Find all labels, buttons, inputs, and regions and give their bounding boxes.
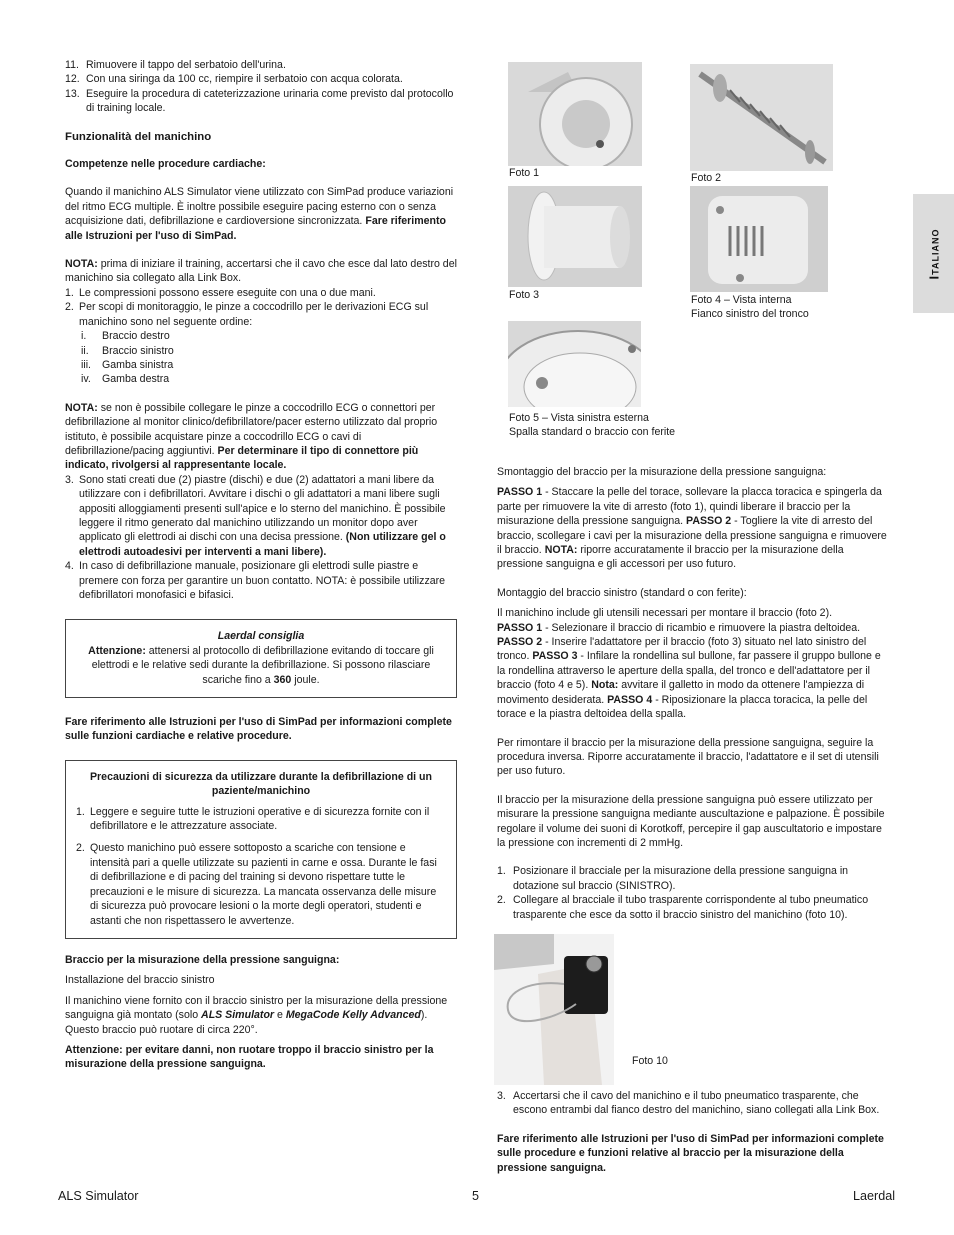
list-item: 2. Questo manichino può essere sottoposto a scariche con tensione e intensità pari a quelle utilizzate su pazienti in carne e ossa. Durante le fasi di defibrillazione e di pacing del training si devono rispettare tutte le precauzioni e le misure di sicurezza. La mancata osservanza delle misure di sicurezza può provocare lesioni o la morte degli operatori, studenti e astanti che non rispettassero le avvertenze. bbox=[76, 842, 437, 927]
footer-right: Laerdal bbox=[853, 1189, 896, 1203]
box-text: Attenzione: attenersi al protocollo di defibrillazione evitando di toccare gli elettrodi e le relative sedi durante la defibrillazione. Si possono rilasciare scariche fino a 360 joule. bbox=[88, 644, 434, 686]
photo-2-image bbox=[690, 64, 833, 171]
box-title: Precauzioni di sicurezza da utilizzare durante la defibrillazione di un paziente/manichino bbox=[89, 770, 433, 798]
montaggio-steps: PASSO 1 - Selezionare il braccio di ricambio e rimuovere la piastra deltoidea. PASSO 2 - Inserire l'adattatore per il braccio (foto 3) situato nel lato sinistro del tronco. PASSO 3 - Infilare la rondellina sul bullone, far passere il gruppo bullone e la rondellina attraverso le aperture della spalla, del tronco e dell'adattatore per il braccio (foto 4 e 5). Nota: avvitare il galletto in modo da ottenere l'ampiezza di movimento desiderata. PASSO 4 - Riposizionare la placca toracica, la pelle del torace e la piastra deltoidea della spalla. bbox=[497, 621, 881, 721]
cardiac-list bbox=[65, 286, 457, 329]
rimontaggio-text: Per rimontare il braccio per la misurazione della pressione sanguigna, seguire la procedura inversa. Riporre accuratamente il braccio, l'adattatore e il set di utensili per uso futuro. bbox=[497, 736, 879, 778]
list-item: 13. Eseguire la procedura di cateterizzazione urinaria come previsto dal protocollo di training locale. bbox=[65, 87, 454, 115]
photo-1 bbox=[508, 62, 642, 166]
photo-4 bbox=[690, 186, 828, 292]
list-item: iii. Gamba sinistra bbox=[81, 358, 174, 371]
list-item: ii. Braccio sinistro bbox=[81, 344, 174, 357]
photo-5-image bbox=[508, 321, 641, 407]
installazione-label: Installazione del braccio sinistro bbox=[65, 974, 215, 987]
left-column bbox=[65, 58, 457, 1072]
bracciale-steps bbox=[497, 864, 889, 922]
caption-foto-3: Foto 3 bbox=[509, 289, 540, 301]
montaggio-title: Montaggio del braccio sinistro (standard o con ferite): bbox=[497, 586, 747, 599]
ref-simpad-cardiac: Fare riferimento alle Istruzioni per l'uso di SimPad per informazioni complete sulle funzioni cardiache e relative procedure. bbox=[65, 716, 452, 743]
paragraph-simpad: Quando il manichino ALS Simulator viene utilizzato con SimPad produce variazioni del ritmo ECG multiple. È inoltre possibile eseguire pacing esterno con o senza acquisizione dati, defibrillazione e cardioversione sincronizzata. Fare riferimento alle Istruzioni per l'uso di SimPad. bbox=[65, 186, 454, 242]
photo-10-image bbox=[494, 934, 614, 1085]
list-item: 11. Rimuovere il tappo del serbatoio dell'urina. bbox=[65, 59, 286, 71]
photo-3 bbox=[508, 186, 642, 287]
photo-10 bbox=[494, 934, 614, 1085]
photo-2 bbox=[690, 64, 833, 171]
safety-list bbox=[76, 805, 446, 928]
list-item: 2. Collegare al bracciale il tubo trasparente corrispondente al tubo pneumatico trasparente che esce da sotto il braccio sinistro del manichino (foto 10). bbox=[497, 894, 869, 921]
linkbox-step bbox=[497, 1089, 889, 1118]
list-item: 3. Sono stati creati due (2) piastre (dischi) e due (2) adattatori a mani libere da utilizzare con i defibrillatori. Avvitare i dischi o gli adattatori a mani libere sugli appositi alloggiamenti presenti sull'apice e lo sterno del manichino. È possibile leggere il ritmo generato dal manichino utilizzando un monitor dopo aver applicato gli elettrodi ai dischi con una decisa pressione. (Non utilizzare gel o elettrodi autoadesivi per interventi a mani libere). bbox=[65, 473, 446, 558]
caption-foto-1: Foto 1 bbox=[509, 167, 540, 179]
smontaggio-text: PASSO 1 - Staccare la pelle del torace, sollevare la placca toracica e spingerla da parte per rimuovere la vite di arresto (foto 1), quindi liberare il braccio per la misurazione della pressione sanguigna. PASSO 2 - Togliere la vite di arresto del braccio, scollegare i cavi per la misurazione della pressione sanguigna e rimuovere il braccio. NOTA: riporre accuratamente il braccio per la misurazione della pressione sanguigna e gli accessori per uso futuro. bbox=[497, 486, 887, 571]
list-item: 1. Le compressioni possono essere eseguite con una o due mani. bbox=[65, 286, 376, 299]
ref-simpad-braccio: Fare riferimento alle Istruzioni per l'uso di SimPad per informazioni complete sulle procedure e funzioni relative al braccio per la misurazione della pressione sanguigna. bbox=[497, 1132, 884, 1174]
smontaggio-title: Smontaggio del braccio per la misurazione della pressione sanguigna: bbox=[497, 466, 827, 478]
list-item: 1. Leggere e seguire tutte le istruzioni operative e di sicurezza fornite con il defibrillatore e le attrezzature associate. bbox=[76, 805, 430, 833]
heading-competenze: Competenze nelle procedure cardiache: bbox=[65, 158, 266, 171]
right-column bbox=[497, 465, 889, 922]
list-item: 12. Con una siringa da 100 cc, riempire il serbatoio con acqua colorata. bbox=[65, 73, 403, 86]
defib-list bbox=[65, 473, 457, 603]
attenzione-braccio: Attenzione: per evitare danni, non ruotare troppo il braccio sinistro per la misurazione della pressione sanguigna. bbox=[65, 1043, 434, 1071]
list-item: 2. Per scopi di monitoraggio, le pinze a coccodrillo per le derivazioni ECG sul manichino sono nel seguente ordine: bbox=[65, 301, 429, 328]
list-item: iv. Gamba destra bbox=[81, 373, 170, 386]
box-title: Laerdal consiglia bbox=[217, 630, 305, 643]
caption-foto-2: Foto 2 bbox=[691, 172, 722, 184]
caption-foto-5: Foto 5 – Vista sinistra esterna Spalla standard o braccio con ferite bbox=[509, 412, 676, 439]
photo-4-image bbox=[690, 186, 828, 292]
right-column-bottom bbox=[497, 1089, 889, 1175]
ecg-order-list bbox=[65, 329, 457, 387]
photo-1-image bbox=[508, 62, 642, 166]
heading-funzionalita: Funzionalità del manichino bbox=[65, 130, 212, 143]
list-item: 1. Posizionare il bracciale per la misurazione della pressione sanguigna in dotazione sul braccio (SINISTRO). bbox=[497, 865, 849, 892]
footer-left: ALS Simulator bbox=[58, 1189, 139, 1203]
paragraph-braccio: Il manichino viene fornito con il braccio sinistro per la misurazione della pressione sanguigna già montato (solo ALS Simulator e MegaCode Kelly Advanced). Questo braccio può ruotare di circa 220°. bbox=[65, 994, 448, 1036]
photo-3-image bbox=[508, 186, 642, 287]
nota-connettori: NOTA: se non è possibile collegare le pinze a coccodrillo ECG o connettori per defibrillazione al monitor clinico/defibrillatore/pacer esterno utilizzato dal proprio istituto, è possibile acquistare pinze a coccodrillo ECG o cavi di defibrillazione/pacing aggiuntivi. Per determinare il tipo di connettore più indicato, rivolgersi al rappresentante locale. bbox=[65, 401, 438, 472]
montaggio-intro: Il manichino include gli utensili necessari per montare il braccio (foto 2). bbox=[497, 607, 833, 620]
photo-5 bbox=[508, 321, 641, 407]
list-item: 4. In caso di defibrillazione manuale, posizionare gli elettrodi sulle piastre e premere con forza per garantire un buon contatto. NOTA: è possibile utilizzare defibrillatori monofasici e bifasici. bbox=[65, 560, 446, 601]
safety-box bbox=[65, 760, 457, 939]
uso-braccio-text: Il braccio per la misurazione della pressione sanguigna può essere utilizzato per misurare la pressione sanguigna mediante auscultazione e palpazione. È possibile regolare il volume dei suoni di Korotkoff, percepire il gap auscultatorio e impostare la pressione con incrementi di 2 mmHg. bbox=[497, 793, 885, 849]
laerdal-consiglia-box bbox=[65, 619, 457, 698]
steps-top-list bbox=[65, 58, 457, 116]
heading-braccio: Braccio per la misurazione della pressione sanguigna: bbox=[65, 953, 340, 966]
nota-link-box: NOTA: prima di iniziare il training, accertarsi che il cavo che esce dal lato destro del manichino sia collegato alla Link Box. bbox=[65, 258, 457, 285]
list-item: 3. Accertarsi che il cavo del manichino e il tubo pneumatico trasparente, che escono entrambi dal fianco destro del manichino, siano collegati alla Link Box. bbox=[497, 1090, 880, 1117]
caption-foto-10: Foto 10 bbox=[632, 1055, 668, 1067]
language-tab-label: Italiano bbox=[926, 228, 941, 279]
list-item: i. Braccio destro bbox=[81, 330, 170, 343]
footer-page-number: 5 bbox=[472, 1189, 480, 1203]
caption-foto-4: Foto 4 – Vista interna Fianco sinistro del tronco bbox=[691, 294, 809, 321]
language-tab bbox=[913, 194, 954, 313]
